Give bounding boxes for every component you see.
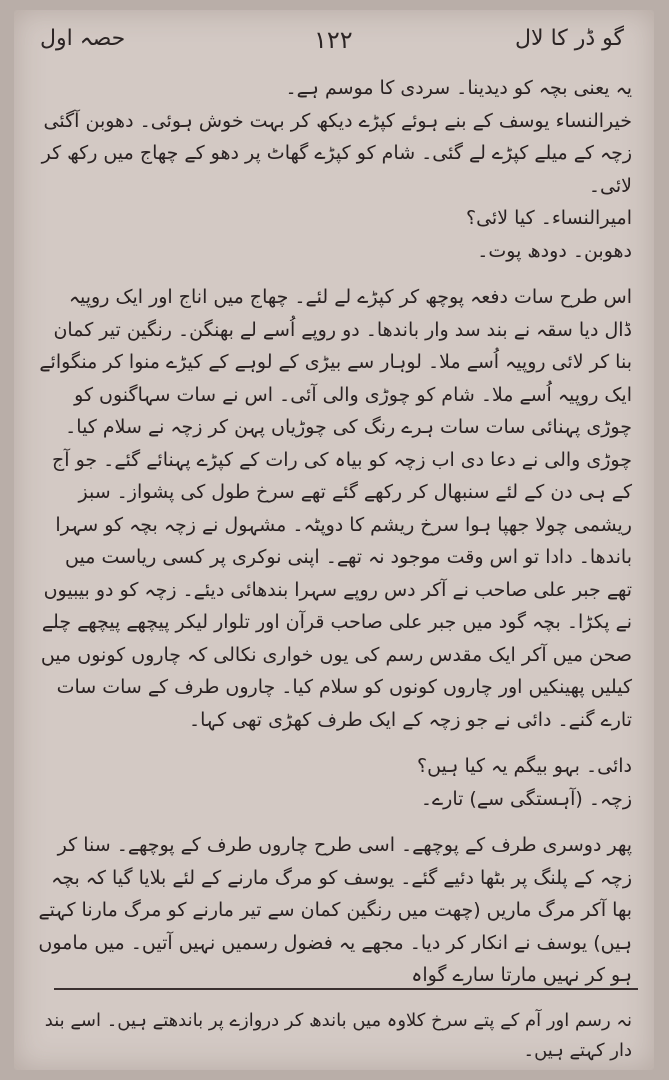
paragraph-3: اس طرح سات دفعہ پوچھ کر کپڑے لے لئے۔ چھاج میں اناج اور ایک روپیہ ڈال دیا سقہ نے بند سد وار باندھا۔ دو روپے اُسے لے بھنگن۔ رنگین تیر کمان بنا کر لائی روپیہ اُسے ملا۔ لوہار سے بیڑی کے لوہے کے کیڑے منوا کر منگوائے ایک روپیہ اُسے ملا۔ شام کو چوڑی والی آئی۔ اس نے سات سہاگنوں کو چوڑی پہنائی سات سات ہرے رنگ کی چوڑیاں پہن کر زچہ نے سلام کیا۔ چوڑی والی نے دعا دی اب زچہ کو بیاہ کی رات کے کپڑے پہنائے گئے۔ جو آج کے ہی دن کے لئے سنبھال کر رکھے گئے تھے سرخ طول کی پشواز۔ سبز ریشمی چولا جھپا ہوا سرخ ریشم کا دوپٹہ۔ مشہول نے زچہ بچہ کو سہرا باندھا۔ دادا تو اس وقت موجود نہ تھے۔ اپنی نوکری پر کسی ریاست میں تھے جبر علی صاحب نے آکر دس روپے سہرا بندھائی دیئے۔ زچہ کو دو بیبیوں نے پکڑا۔ بچہ گود میں جبر علی صاحب قرآن اور تلوار لیکر پیچھے پیچھے چلے صحن میں آکر ایک مقدس رسم کی یوں خواری نکالی کہ چاروں کونوں میں کیلیں پھینکیں اور چاروں کونوں کو سلام کیا۔ چاروں طرف کے سات سات تارے گنے۔ دائی نے جو زچہ کے ایک طرف کھڑی تھی کہا۔ xyxy=(39,286,632,731)
dialogue-line-3: دائی۔ بہو بیگم یہ کیا ہیں؟ xyxy=(417,755,632,777)
book-page xyxy=(14,10,654,1070)
page-body xyxy=(36,72,632,992)
spacer xyxy=(36,267,632,281)
footnote: نہ رسم اور آم کے پتے سرخ کلاوہ میں باندھ کر دروازے پر باندھتے ہیں۔ اسے بند دار کہتے ہیں۔ xyxy=(44,1010,632,1061)
header-book-title: گو ڈر کا لال xyxy=(515,26,624,51)
paragraph-4: پھر دوسری طرف کے پوچھے۔ اسی طرح چاروں طرف کے پوچھے۔ سنا کر زچہ کے پلنگ پر بٹھا دئیے گئے۔ یوسف کو مرگ مارنے کے لئے بلایا گیا کہ بچہ بھا آکر مرگ ماریں (چھت میں رنگین کمان سے تیر مارنے کو مرگ مارنا کہتے ہیں) یوسف نے انکار کر دیا۔ مجھے یہ فضول رسمیں نہیں آتیں۔ میں ماموں ہو کر نہیں مارتا سارے گواہ xyxy=(38,834,632,986)
dialogue-line-2: دھوبن۔ دودھ پوت۔ xyxy=(477,239,632,262)
dialogue-line-1: امیرالنساء۔ کیا لائی؟ xyxy=(466,207,632,229)
header-section-label: حصہ اول xyxy=(40,26,126,51)
paragraph-2: خیرالنساء یوسف کے بنے ہوئے کپڑے دیکھ کر بہت خوش ہوئی۔ دھوبن آگئی زچہ کے میلے کپڑے لے گئی۔ شام کو کپڑے گھاٹ پر دھو کے چھاج میں رکھ کر لائی۔ xyxy=(41,109,632,197)
page-header xyxy=(14,26,654,66)
dialogue-line-4: زچہ۔ (آہستگی سے) تارے۔ xyxy=(420,787,632,810)
page-number: ۱۲۲ xyxy=(314,26,353,54)
spacer xyxy=(36,736,632,750)
paragraph-1: یہ یعنی بچہ کو دیدینا۔ سردی کا موسم ہے۔ xyxy=(285,77,632,99)
footnote-divider xyxy=(54,988,638,990)
spacer xyxy=(36,815,632,829)
